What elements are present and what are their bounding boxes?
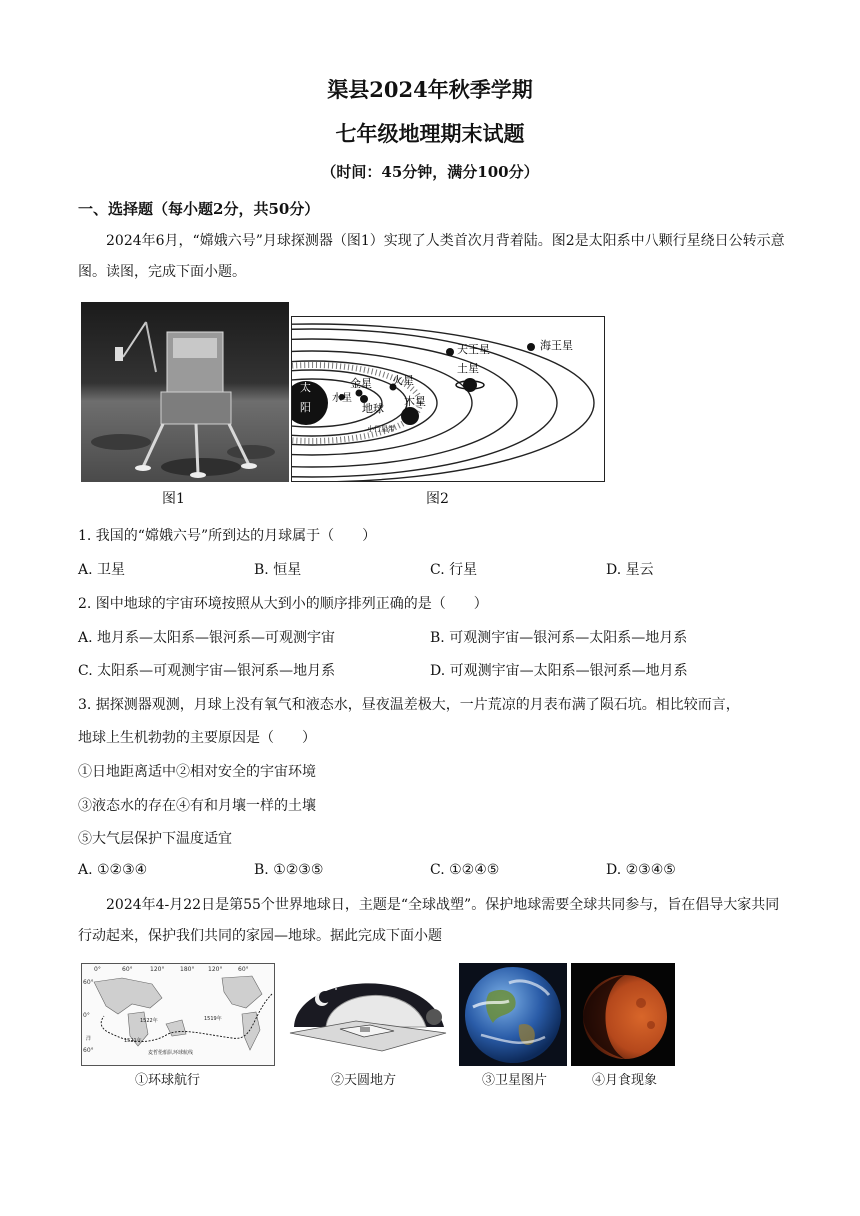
venus-label: 金星 [350,377,372,390]
caption-satellite-image: ③卫星图片 [482,1073,548,1088]
map-lon-60e: 60° [122,966,133,973]
time-note: （时间：45分钟，满分100分） [321,163,539,181]
q3-option-d: D. ②③④⑤ [606,862,676,878]
sun-label-1: 太 [300,381,311,394]
figure-2-solar-system [291,316,605,482]
exam-title: 渠县2024年秋季学期 [327,77,533,102]
q3-option-a: A. ①②③④ [78,862,148,878]
lander-illustration [81,302,289,482]
figure-circumnavigation-map [81,963,275,1066]
map-lon-120w: 120° [208,966,223,973]
map-year-2: 1521年 [124,1038,142,1044]
q2-option-b: B. 可观测宇宙—银河系—太阳系—地月系 [430,630,688,646]
eclipse-illustration [571,963,675,1066]
q1-option-a: A. 卫星 [78,562,126,578]
figure-lunar-eclipse [571,963,675,1066]
caption-round-sky: ②天圆地方 [331,1073,397,1088]
question-3-stem-line-2: 地球上生机勃勃的主要原因是（ ） [78,730,316,746]
q1-option-b: B. 恒星 [254,562,302,578]
mercury-label: 水星 [332,393,352,404]
map-lat-0: 0° [83,1012,90,1019]
q3-statement-1: ①日地距离适中②相对安全的宇宙环境 [78,764,316,780]
dome-illustration [286,963,450,1066]
question-1-stem: 1. 我国的“嫦娥六号”所到达的月球属于（ ） [78,528,377,544]
map-lon-180: 180° [180,966,195,973]
sun-label-2: 阳 [300,401,311,414]
q3-option-b: B. ①②③⑤ [254,862,324,878]
solar-system-diagram [292,317,605,482]
asteroid-belt-label: 小行星带 [367,425,395,433]
figure-satellite-earth [459,963,567,1066]
map-year-1: 1519年 [204,1016,222,1022]
figure-2-caption: 图2 [426,491,449,507]
q1-option-c: C. 行星 [430,562,478,578]
map-ocean-label: 洋 [86,1036,92,1042]
map-lon-0: 0° [94,966,101,973]
q3-statement-2: ③液态水的存在④有和月壤一样的土壤 [78,798,316,814]
question-3-stem-line-1: 3. 据探测器观测，月球上没有氧气和液态水，昼夜温差极大，一片荒凉的月表布满了陨石坑。相比较而言， [78,697,740,713]
intro-paragraph-1: 2024年6月，“嫦娥六号”月球探测器（图1）实现了人类首次月背着陆。图2是太阳系中八颗行星绕日公转示意图。读图，完成下面小题。 [78,233,785,280]
q3-option-c: C. ①②④⑤ [430,862,500,878]
jupiter-label: 木星 [404,395,426,408]
saturn-label: 土星 [457,362,479,375]
q2-option-d: D. 可观测宇宙—太阳系—银河系—地月系 [430,663,688,679]
earth-label: 地球 [362,402,384,415]
map-lat-60s: 60° [83,1047,94,1054]
caption-lunar-eclipse: ④月食现象 [592,1073,658,1088]
neptune-label: 海王星 [540,339,573,352]
q2-option-a: A. 地月系—太阳系—银河系—可观测宇宙 [78,630,336,646]
earth-illustration [459,963,567,1066]
q3-statement-3: ⑤大气层保护下温度适宜 [78,831,232,847]
mars-label: 火星 [392,374,414,387]
world-map-illustration [82,964,275,1066]
figure-round-sky-square-earth [286,963,450,1066]
map-year-3: 1522年 [140,1018,158,1024]
figure-1-caption: 图1 [162,491,185,507]
q2-option-c: C. 太阳系—可观测宇宙—银河系—地月系 [78,663,336,679]
section-heading: 一、选择题（每小题2分，共50分） [78,200,320,218]
q1-option-d: D. 星云 [606,562,654,578]
map-route-label: 麦哲伦船队环球航线 [148,1050,194,1056]
map-lon-120e: 120° [150,966,165,973]
exam-subtitle: 七年级地理期末试题 [335,121,525,146]
intro-paragraph-2: 2024年4-月22日是第55个世界地球日，主题是“全球战塑”。保护地球需要全球共同参与，旨在倡导大家共同行动起来，保护我们共同的家园—地球。据此完成下面小题 [78,897,780,944]
question-2-stem: 2. 图中地球的宇宙环境按照从大到小的顺序排列正确的是（ ） [78,596,488,612]
uranus-label: 天王星 [457,343,490,356]
figure-1-lander-photo [81,302,289,482]
caption-circumnavigation: ①环球航行 [135,1073,201,1088]
map-lat-60n: 60° [83,979,94,986]
map-lon-60w: 60° [238,966,249,973]
